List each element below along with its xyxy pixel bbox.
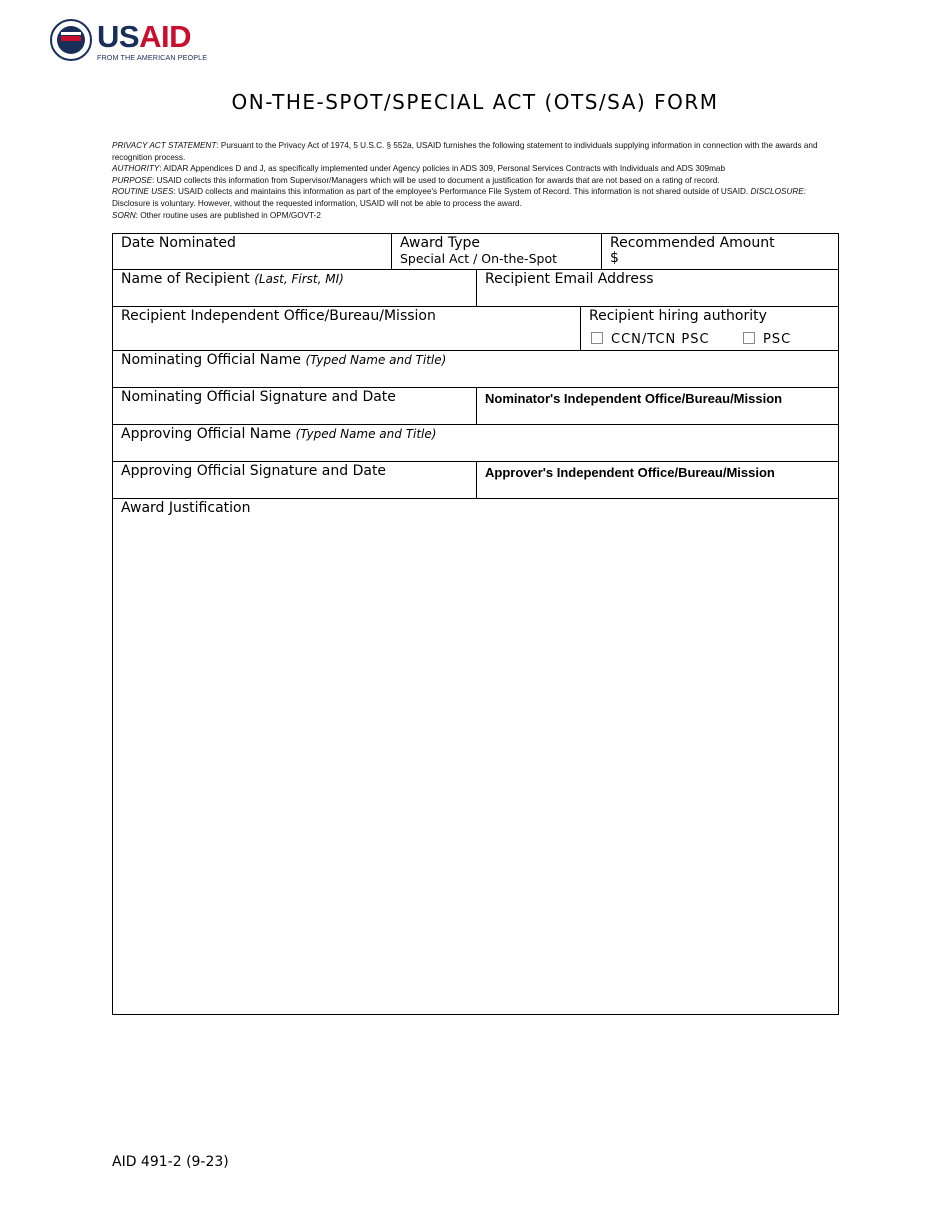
approver-office-label: Approver's Independent Office/Bureau/Mission xyxy=(485,465,775,480)
form-row-approving-signature xyxy=(113,462,838,499)
checkbox-psc[interactable]: PSC xyxy=(743,332,791,347)
recipient-email-label: Recipient Email Address xyxy=(485,271,654,287)
approver-office-field[interactable] xyxy=(476,462,838,498)
nominating-name-field[interactable] xyxy=(113,351,838,387)
award-justification-field[interactable] xyxy=(113,499,838,1014)
checkbox-icon[interactable] xyxy=(743,332,755,344)
award-justification-label: Award Justification xyxy=(121,500,251,516)
checkbox-ccn-tcn-psc[interactable]: CCN/TCN PSC xyxy=(591,332,710,347)
privacy-routine-uses: ROUTINE USES: USAID collects and maintains this information as part of the employee's Performance File System of Record. This information is not shared outside of USAID. DISCLOSURE: Disclosure is voluntary. However, without the requested information, USAID will not be able to process the award. xyxy=(112,187,807,208)
nominator-office-field[interactable] xyxy=(476,388,838,424)
logo-tagline: FROM THE AMERICAN PEOPLE xyxy=(97,53,208,62)
award-type-label: Award Type xyxy=(400,235,481,251)
usaid-seal-icon xyxy=(50,19,92,61)
approving-signature-field[interactable] xyxy=(113,462,476,498)
page-title: ON-THE-SPOT/SPECIAL ACT (OTS/SA) FORM xyxy=(231,90,719,114)
recommended-amount-field[interactable] xyxy=(601,234,838,269)
nominating-name-label: Nominating Official Name (Typed Name and Title) xyxy=(121,352,447,368)
date-nominated-field[interactable] xyxy=(113,234,391,269)
privacy-sorn: SORN: Other routine uses are published in OPM/GOVT-2 xyxy=(112,210,321,220)
award-form xyxy=(112,233,839,1015)
award-type-field[interactable] xyxy=(391,234,601,269)
approving-name-label: Approving Official Name (Typed Name and Title) xyxy=(121,426,437,442)
hiring-authority-label: Recipient hiring authority xyxy=(589,308,767,324)
recipient-office-field[interactable] xyxy=(113,307,580,350)
privacy-act-statement xyxy=(112,140,838,221)
approving-name-field[interactable] xyxy=(113,425,838,461)
approving-signature-label: Approving Official Signature and Date xyxy=(121,463,387,479)
nominating-signature-label: Nominating Official Signature and Date xyxy=(121,389,396,405)
amount-currency: $ xyxy=(610,250,619,266)
form-row-approving-name xyxy=(113,425,838,462)
recipient-email-field[interactable] xyxy=(476,270,838,306)
form-row-nominating-signature xyxy=(113,388,838,425)
date-nominated-label: Date Nominated xyxy=(121,235,236,251)
form-row-justification xyxy=(113,499,838,1014)
privacy-purpose: PURPOSE: USAID collects this information from Supervisor/Managers which will be used to document a justification for awards that are not based on a rating of record. xyxy=(112,175,720,185)
usaid-logo xyxy=(50,18,210,66)
hiring-authority-field xyxy=(580,307,838,350)
privacy-statement: PRIVACY ACT STATEMENT: Pursuant to the Privacy Act of 1974, 5 U.S.C. § 552a, USAID furnishes the following statement to individuals supplying information in connection with the awards and recognition process. xyxy=(112,141,818,162)
checkbox-icon[interactable] xyxy=(591,332,603,344)
privacy-authority: AUTHORITY: AIDAR Appendices D and J, as specifically implemented under Agency policies in ADS 309, Personal Services Contracts with Individuals and ADS 309mab xyxy=(112,164,726,174)
nominator-office-label: Nominator's Independent Office/Bureau/Mission xyxy=(485,391,783,406)
form-row-recipient xyxy=(113,270,838,307)
recipient-name-field[interactable] xyxy=(113,270,476,306)
form-row-dates xyxy=(113,234,838,270)
recipient-name-label: Name of Recipient (Last, First, MI) xyxy=(121,271,344,287)
award-type-value: Special Act / On-the-Spot xyxy=(400,251,557,266)
form-number: AID 491-2 (9-23) xyxy=(112,1154,229,1170)
form-row-nominating-name xyxy=(113,351,838,388)
form-row-office xyxy=(113,307,838,351)
logo-wordmark: USAID xyxy=(97,19,191,54)
nominating-signature-field[interactable] xyxy=(113,388,476,424)
recipient-office-label: Recipient Independent Office/Bureau/Mission xyxy=(121,308,436,324)
recommended-amount-label: Recommended Amount xyxy=(610,235,775,251)
